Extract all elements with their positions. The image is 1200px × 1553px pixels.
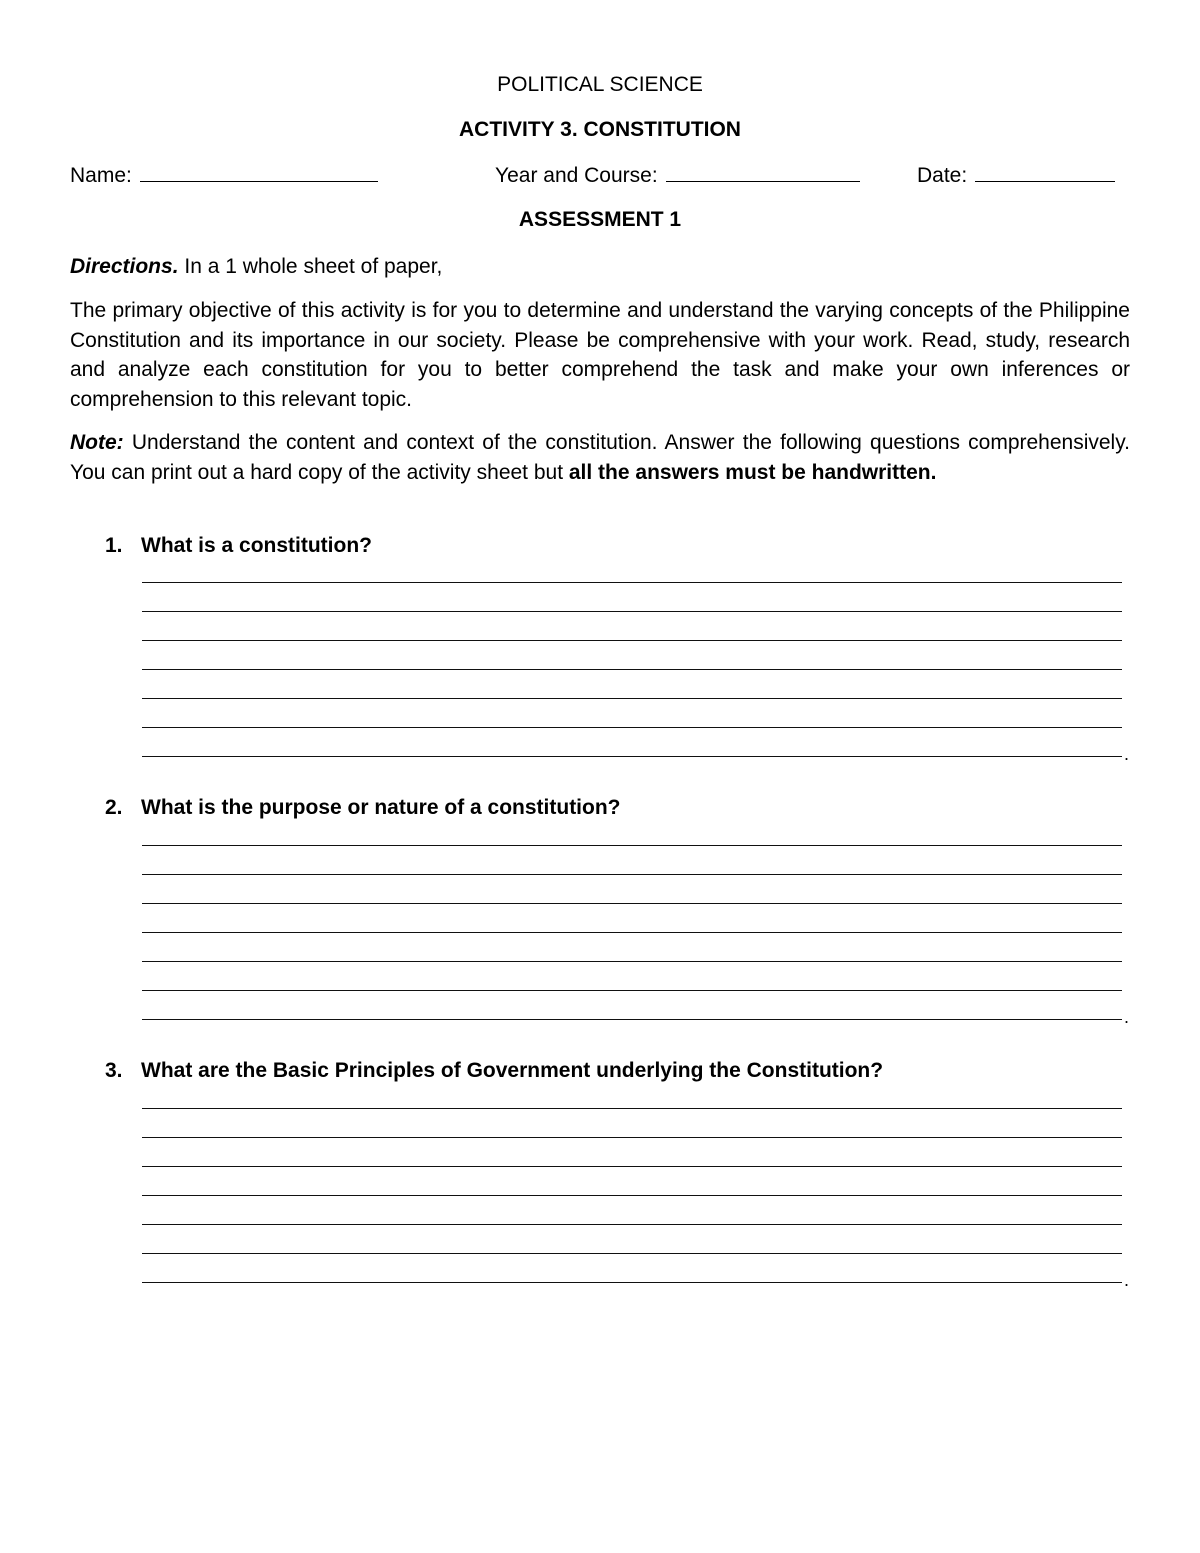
- date-field[interactable]: [917, 161, 1115, 189]
- question-text: What are the Basic Principles of Government underlying the Constitution?: [141, 1059, 884, 1082]
- answer-line[interactable]: [142, 1019, 1122, 1020]
- question-2: [105, 795, 621, 821]
- question-number: 2.: [105, 796, 123, 819]
- answer-line[interactable]: [142, 932, 1122, 933]
- activity-title: ACTIVITY 3. CONSTITUTION: [459, 118, 741, 141]
- answer-line[interactable]: [142, 874, 1122, 875]
- name-label: Name:: [70, 164, 132, 187]
- answer-line[interactable]: [142, 1253, 1122, 1254]
- year-course-blank[interactable]: [666, 161, 860, 182]
- directions-label: Directions.: [70, 255, 179, 278]
- date-label: Date:: [917, 164, 968, 187]
- answer-line[interactable]: [142, 582, 1122, 583]
- note-paragraph: [70, 428, 1130, 487]
- course-title: POLITICAL SCIENCE: [497, 73, 703, 96]
- directions-text: In a 1 whole sheet of paper,: [178, 255, 443, 278]
- question-text: What is the purpose or nature of a constitution?: [141, 796, 621, 819]
- objective-paragraph: The primary objective of this activity is for you to determine and understand the varying concepts of the Philippine Constitution and its importance in our society. Please be comprehensive with your work. Read, study, research and analyze each constitution for you to better comprehend the task and make your own inferences or comprehension to this relevant topic.: [70, 299, 1130, 411]
- note-text: Understand the content and context of the constitution. Answer the following questions comprehensively. You can print out a hard copy of the activity sheet but: [70, 431, 1130, 484]
- name-field[interactable]: [70, 161, 378, 189]
- answer-line[interactable]: [142, 1224, 1122, 1225]
- question-number: 1.: [105, 534, 123, 557]
- note-label: Note:: [70, 431, 124, 454]
- answer-line[interactable]: [142, 1108, 1122, 1109]
- answer-line[interactable]: [142, 961, 1122, 962]
- answer-line[interactable]: [142, 845, 1122, 846]
- answer-line[interactable]: [142, 669, 1122, 670]
- note-emphasis: all the answers must be handwritten.: [568, 460, 937, 484]
- answer-line[interactable]: [142, 698, 1122, 699]
- year-course-label: Year and Course:: [495, 164, 658, 187]
- year-course-field[interactable]: [495, 161, 860, 189]
- answer-line[interactable]: [142, 756, 1122, 757]
- answer-line[interactable]: [142, 990, 1122, 991]
- answer-line[interactable]: [142, 1166, 1122, 1167]
- name-blank[interactable]: [140, 161, 378, 182]
- question-1: [105, 533, 372, 559]
- answer-line[interactable]: [142, 611, 1122, 612]
- line-end-mark: .: [1124, 744, 1130, 764]
- question-number: 3.: [105, 1059, 123, 1082]
- directions: [70, 252, 1130, 282]
- line-end-mark: .: [1124, 1270, 1130, 1290]
- student-info-row: [70, 161, 1130, 189]
- line-end-mark: .: [1124, 1007, 1130, 1027]
- answer-line[interactable]: [142, 727, 1122, 728]
- answer-line[interactable]: [142, 640, 1122, 641]
- answer-line[interactable]: [142, 903, 1122, 904]
- assessment-title: ASSESSMENT 1: [518, 208, 682, 231]
- question-text: What is a constitution?: [141, 534, 372, 557]
- answer-line[interactable]: [142, 1195, 1122, 1196]
- answer-line[interactable]: [142, 1137, 1122, 1138]
- question-3: [105, 1058, 883, 1084]
- answer-line[interactable]: [142, 1282, 1122, 1283]
- date-blank[interactable]: [975, 161, 1115, 182]
